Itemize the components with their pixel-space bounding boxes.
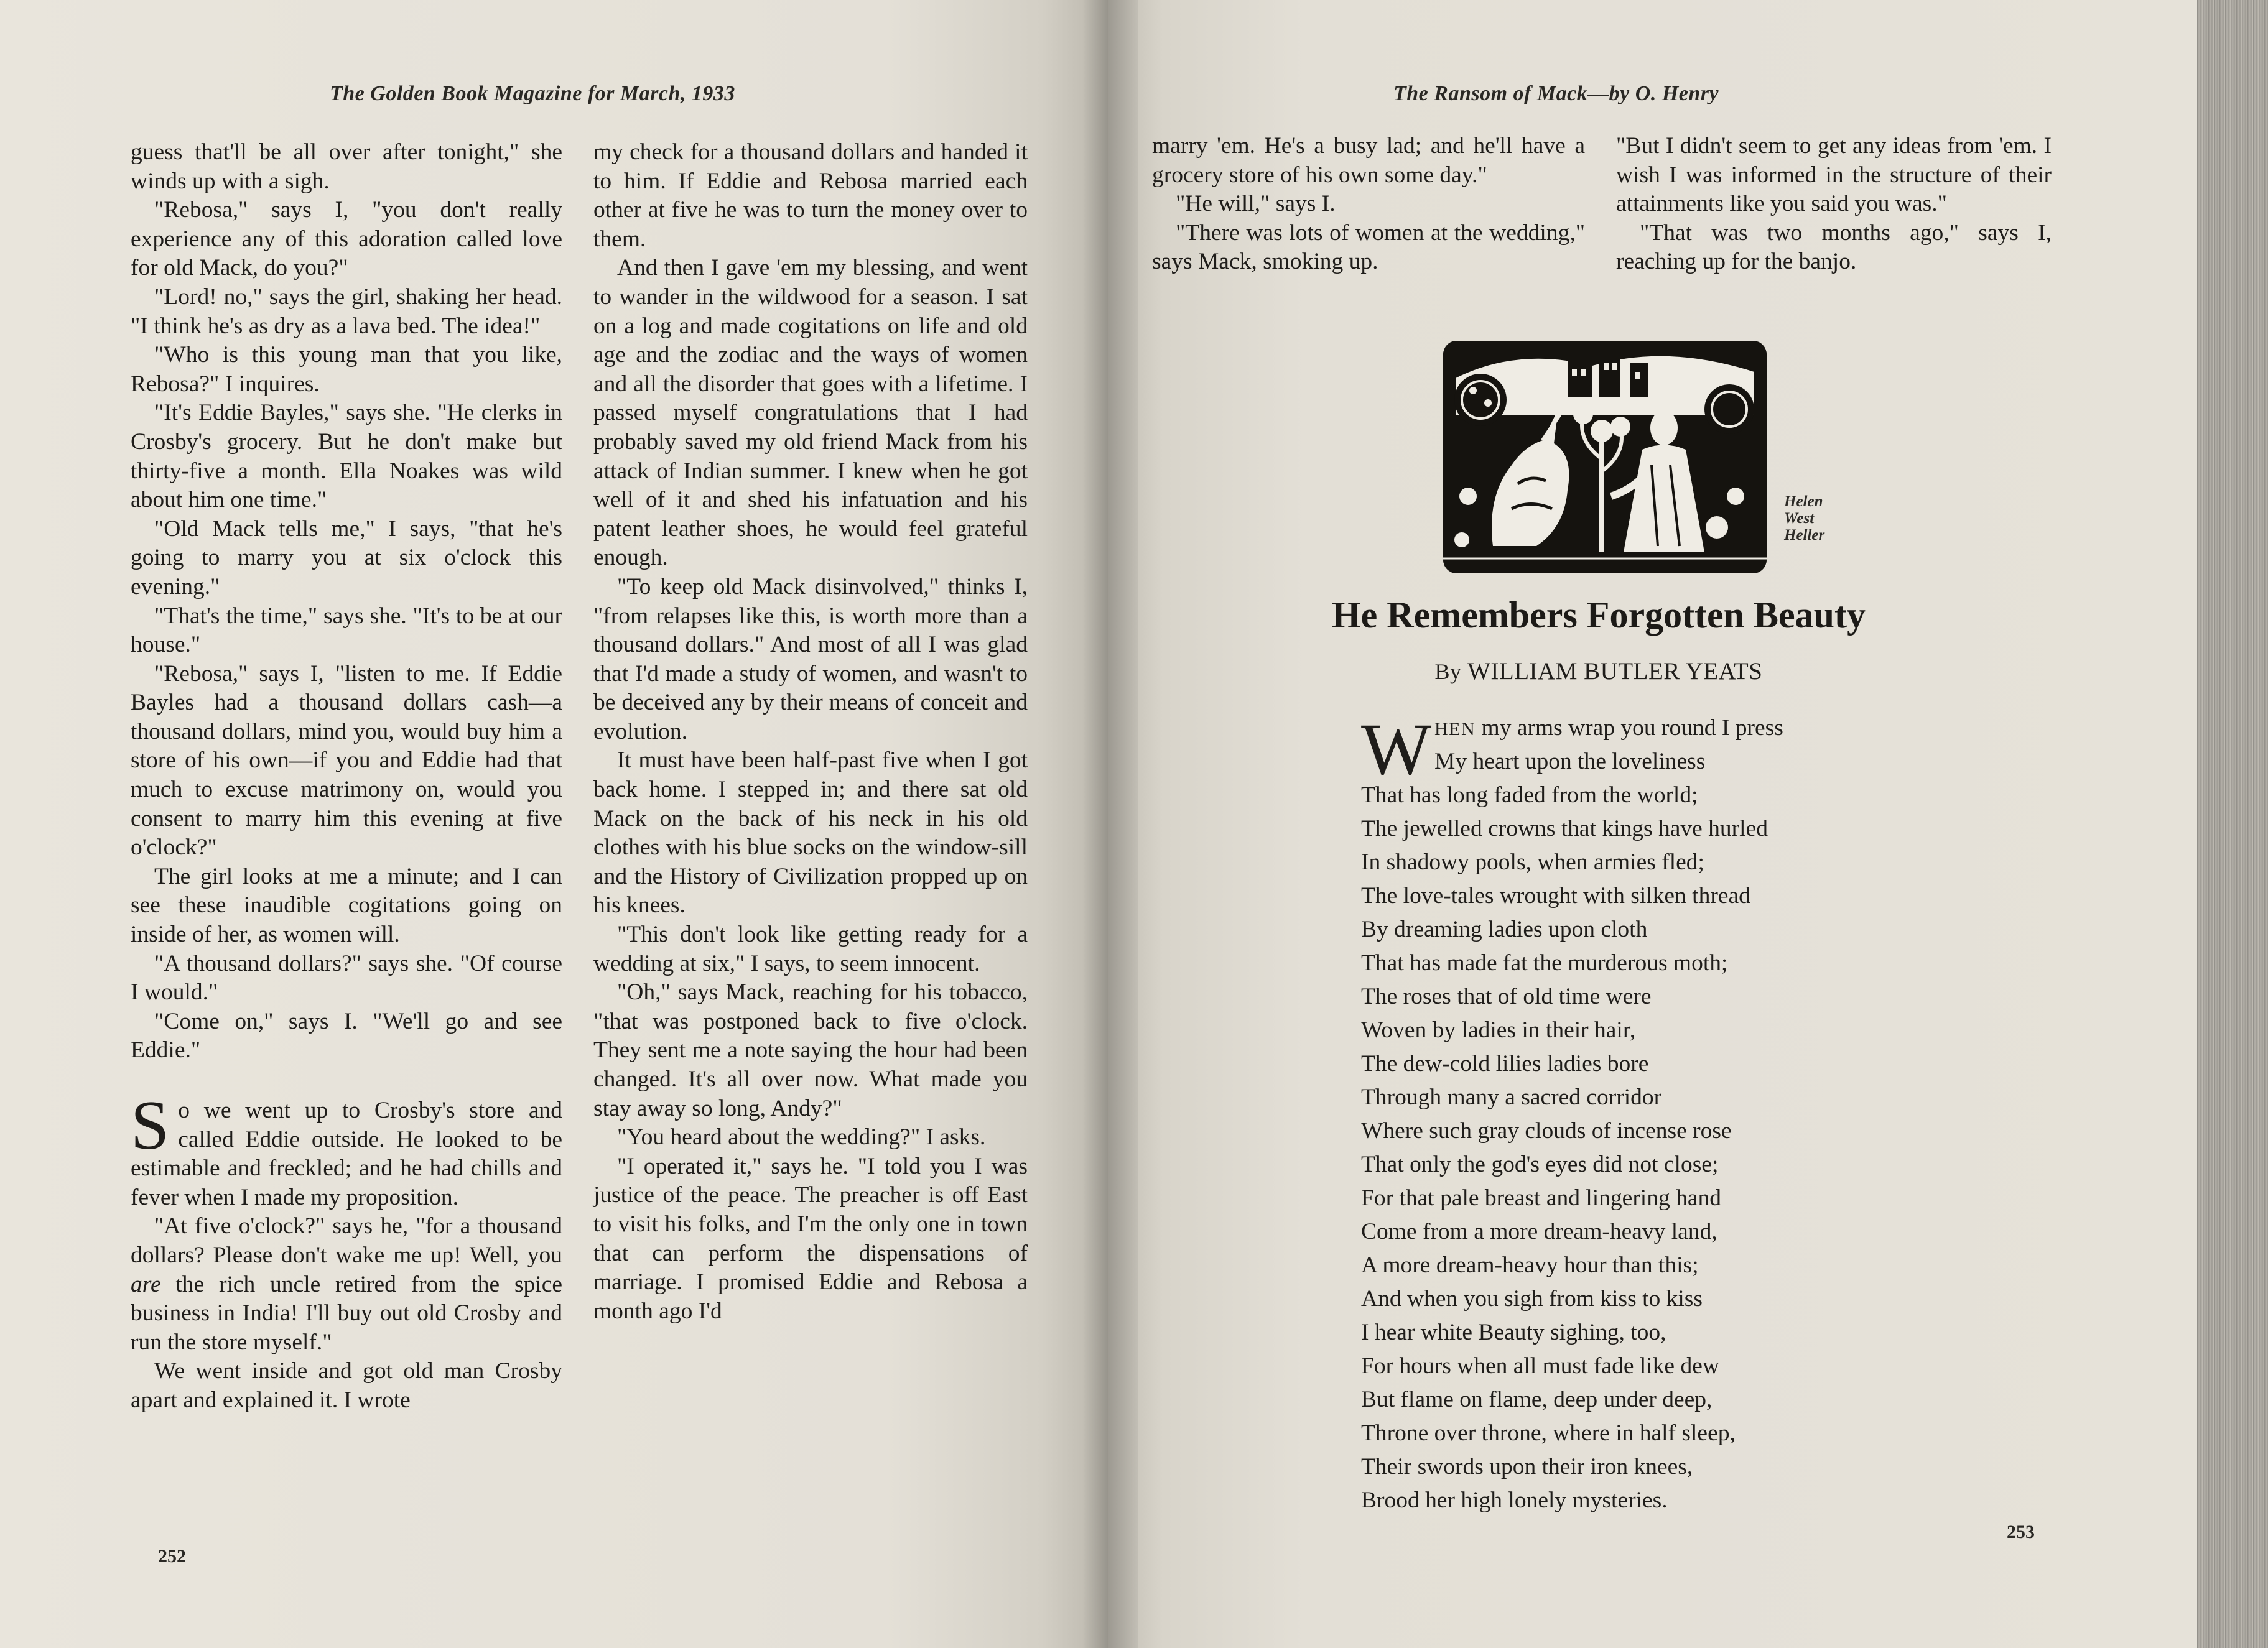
illustration-credit xyxy=(1784,493,1824,544)
poem-line: And when you sigh from kiss to kiss xyxy=(1361,1286,1703,1312)
poem-line: Their swords upon their iron knees, xyxy=(1361,1454,1693,1479)
paragraph: "Come on," says I. "We'll go and see Eddie." xyxy=(131,1008,562,1063)
poem-line-text: my arms wrap you round I press xyxy=(1476,715,1783,741)
page-edges xyxy=(2197,0,2268,1648)
poem-line: Brood her high lonely mysteries. xyxy=(1361,1488,1668,1513)
credit-line: Heller xyxy=(1784,527,1825,544)
running-head-right: The Ransom of Mack—by O. Henry xyxy=(1393,82,1719,105)
poem-line: In shadowy pools, when armies fled; xyxy=(1361,849,1704,875)
paragraph: "This don't look like getting ready for a wedding at six," I says, to seem innocent. xyxy=(593,922,1028,976)
poem-line: I hear white Beauty sighing, too, xyxy=(1361,1320,1666,1345)
credit-line: West xyxy=(1784,510,1815,527)
poem-line: By dreaming ladies upon cloth xyxy=(1361,917,1648,942)
left-page-column-1 xyxy=(131,138,562,1415)
paragraph: "To keep old Mack disinvolved," thinks I, "from relapses like this, is worth more than a thousand dollars." And most of all I was glad that I'd made a study of women, and wasn't to be deceived any by their means of conceit and evolution. xyxy=(593,573,1028,744)
right-page-column-2 xyxy=(1616,132,2052,277)
paragraph: "You heard about the wedding?" I asks. xyxy=(617,1124,986,1150)
paragraph: It must have been half-past five when I got back home. I stepped in; and there sat old Mack on the back of his neck in his old clothes with his blue socks on the window-sill and the History of Civilization propped up on his knees. xyxy=(593,748,1028,919)
paragraph: "Oh," says Mack, reaching for his tobacco, "that was postponed back to five o'clock. They sent me a note saying the hour had been changed. It's all over now. What made you stay away so long, Andy?" xyxy=(593,979,1028,1121)
paragraph: "There was lots of women at the wedding," says Mack, smoking up. xyxy=(1152,220,1585,275)
paragraph: marry 'em. He's a busy lad; and he'll have a grocery store of his own some day." xyxy=(1152,133,1585,188)
poem-line: Woven by ladies in their hair, xyxy=(1361,1017,1636,1043)
poem-drop-cap: W xyxy=(1361,708,1432,790)
byline-by: By xyxy=(1434,659,1462,684)
poem-line: Come from a more dream-heavy land, xyxy=(1361,1219,1717,1244)
poem-line: That has made fat the murderous moth; xyxy=(1361,950,1728,976)
poem-line: For that pale breast and lingering hand xyxy=(1361,1185,1721,1211)
poem-line: The jewelled crowns that kings have hurled xyxy=(1361,816,1768,841)
poem-author: WILLIAM BUTLER YEATS xyxy=(1467,658,1763,685)
poem-line: Through many a sacred corridor xyxy=(1361,1085,1662,1110)
poem-line: The love-tales wrought with silken thread xyxy=(1361,883,1750,909)
poem-line: Where such gray clouds of incense rose xyxy=(1361,1118,1732,1144)
poem-line: But flame on flame, deep under deep, xyxy=(1361,1387,1713,1412)
paragraph xyxy=(131,1212,562,1357)
left-page-column-2 xyxy=(593,138,1028,1326)
section-paragraph xyxy=(131,1087,562,1212)
paragraph: And then I gave 'em my blessing, and went to wander in the wildwood for a season. I sat on a log and made cogitations on life and old age and the zodiac and the ways of women and all the disorder that goes with a lifetime. I passed myself congratulations that I had probably saved my old friend Mack from his attack of Indian summer. I knew when he got well of it and shed his infatuation and his patent leather shoes, he would feel grateful enough. xyxy=(593,255,1028,571)
drop-cap: S xyxy=(131,1087,170,1164)
right-page-column-1 xyxy=(1152,132,1585,277)
left-page xyxy=(0,0,1108,1648)
paragraph: "He will," says I. xyxy=(1176,191,1336,217)
running-head-left: The Golden Book Magazine for March, 1933 xyxy=(330,82,735,105)
poem-line: My heart upon the loveliness xyxy=(1434,749,1706,774)
paragraph: guess that'll be all over after tonight," she winds up with a sigh. xyxy=(131,139,562,194)
paragraph: "That was two months ago," says I, reaching up for the banjo. xyxy=(1616,220,2052,275)
paragraph: "Who is this young man that you like, Rebosa?" I inquires. xyxy=(131,342,562,397)
paragraph: "I operated it," says he. "I told you I was justice of the peace. The preacher is off East to visit his folks, and I'm the only one in town that can perform the dispensations of marriage. I promised Eddie and Rebosa a month ago I'd xyxy=(593,1153,1028,1324)
woodcut-unicorn-lady-icon xyxy=(1443,341,1767,573)
poem-byline xyxy=(1269,657,1928,685)
poem-smallcaps: HEN xyxy=(1434,719,1476,739)
poem-line: Throne over throne, where in half sleep, xyxy=(1361,1420,1736,1446)
poem-line: That only the god's eyes did not close; xyxy=(1361,1152,1719,1177)
paragraph: We went inside and got old man Crosby apart and explained it. I wrote xyxy=(131,1358,562,1413)
page-number-right: 253 xyxy=(2007,1522,2035,1542)
paragraph: my check for a thousand dollars and handed it to him. If Eddie and Rebosa married each other at five he was to turn the money over to them. xyxy=(593,139,1028,252)
italic-emphasis: are xyxy=(131,1271,161,1297)
poem-line: The dew-cold lilies ladies bore xyxy=(1361,1051,1649,1076)
poem-body xyxy=(1361,708,1921,1517)
paragraph: "That's the time," says she. "It's to be at our house." xyxy=(131,603,562,658)
paragraph: "A thousand dollars?" says she. "Of course I would." xyxy=(131,950,562,1006)
paragraph: "But I didn't seem to get any ideas from 'em. I wish I was informed in the structure of their attainments like you said you was." xyxy=(1616,133,2052,217)
paragraph: The girl looks at me a minute; and I can see these inaudible cogitations going on inside of her, as women will. xyxy=(131,863,562,948)
poem-line xyxy=(1361,711,1921,745)
paragraph: "Rebosa," says I, "you don't really experience any of this adoration called love for old Mack, do you?" xyxy=(131,197,562,281)
paragraph: "Rebosa," says I, "listen to me. If Eddie Bayles had a thousand dollars cash—a thousand dollars, mind you, would buy him a store of his own—if you and Eddie had that much to excuse matrimony on, would you consent to marry him this evening at five o'clock?" xyxy=(131,660,562,861)
credit-line: Helen xyxy=(1784,493,1823,510)
gutter-shadow xyxy=(1082,0,1138,1648)
poem-line: The roses that of old time were xyxy=(1361,984,1652,1009)
paragraph-text: "At five o'clock?" says he, "for a thousand dollars? Please don't wake me up! Well, you xyxy=(131,1213,562,1268)
poem-line: A more dream-heavy hour than this; xyxy=(1361,1252,1699,1278)
paragraph: "It's Eddie Bayles," says she. "He clerks in Crosby's grocery. But he don't make but thirty-five a month. Ella Noakes was wild about him one time." xyxy=(131,400,562,513)
paragraph-text: o we went up to Crosby's store and called Eddie outside. He looked to be estimable and freckled; and he had chills and fever when I made my proposition. xyxy=(131,1098,562,1210)
paragraph: "Lord! no," says the girl, shaking her head. "I think he's as dry as a lava bed. The idea!" xyxy=(131,284,562,339)
paragraph: "Old Mack tells me," I says, "that he's going to marry you at six o'clock this evening." xyxy=(131,516,562,599)
poem-title: He Remembers Forgotten Beauty xyxy=(1331,595,1866,636)
paragraph-text: the rich uncle retired from the spice business in India! I'll buy out old Crosby and run the store myself." xyxy=(131,1271,562,1355)
poem-line: That has long faded from the world; xyxy=(1361,782,1698,808)
page-number-left: 252 xyxy=(158,1546,186,1567)
poem-line: For hours when all must fade like dew xyxy=(1361,1353,1719,1379)
